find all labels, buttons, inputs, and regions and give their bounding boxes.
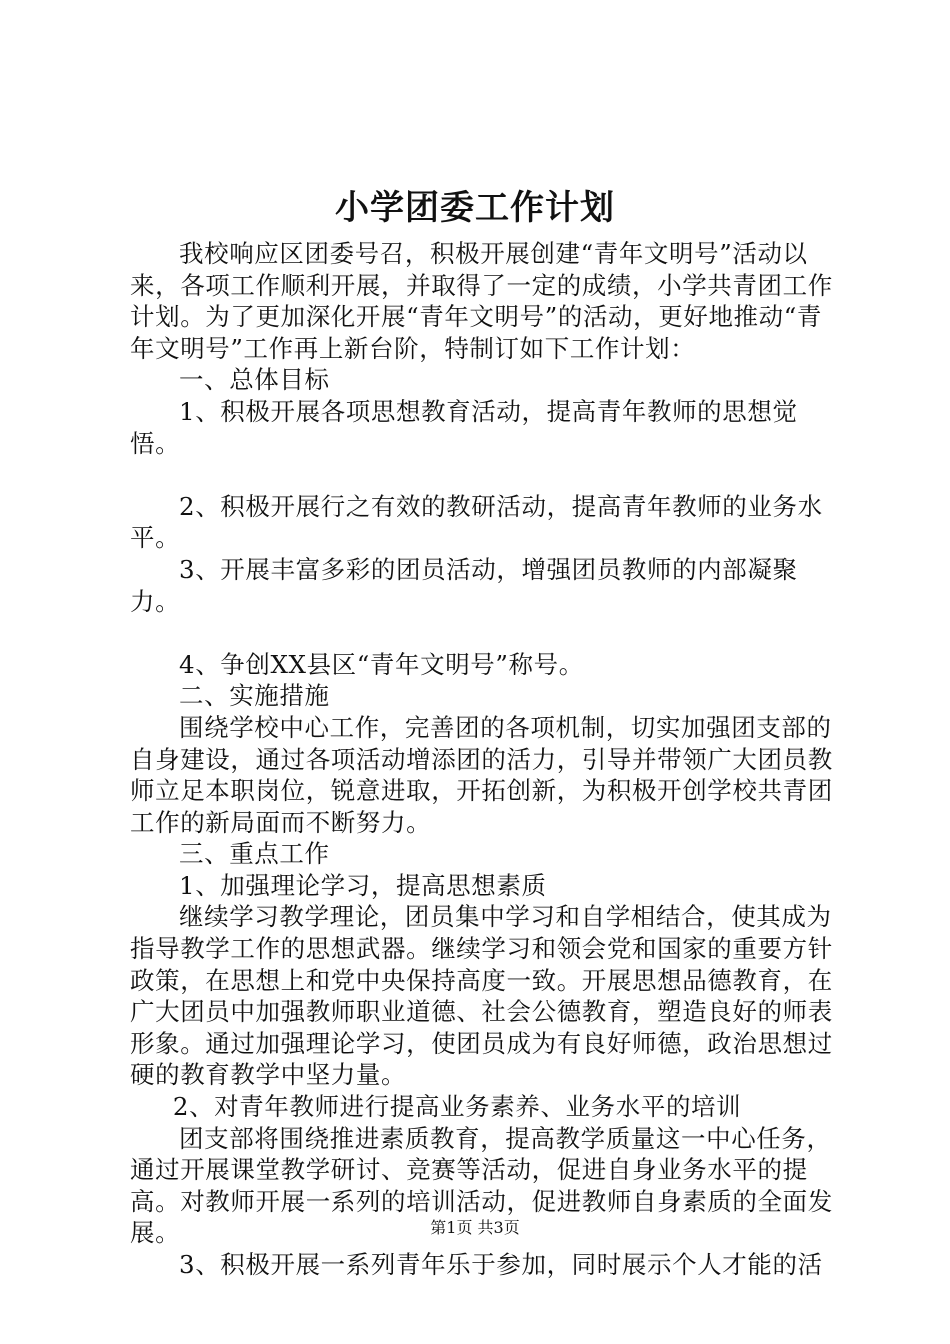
page-number: 第1页 共3页 (430, 1218, 520, 1237)
blank-line (130, 617, 842, 649)
goal-item-1: 1、积极开展各项思想教育活动，提高青年教师的思想觉悟。 (130, 396, 798, 458)
section-heading-key-work: 三、重点工作 (179, 839, 330, 869)
key-work-item-2-heading: 2、对青年教师进行提高业务素养、业务水平的培训 (172, 1092, 742, 1122)
section-heading-measures: 二、实施措施 (179, 681, 330, 711)
intro-paragraph: 我校响应区团委号召，积极开展创建“青年文明号”活动以来，各项工作顺利开展，并取得了一定的成绩，小学共青团工作计划。为了更加深化开展“青年文明号”的活动，更好地推动“青年文明号”工作再上新台阶，特制订如下工作计划： (130, 239, 833, 363)
blank-line (130, 459, 842, 491)
goal-item-3: 3、开展丰富多彩的团员活动，增强团员教师的内部凝聚力。 (130, 554, 798, 616)
key-work-item-1-heading: 1、加强理论学习，提高思想素质 (179, 870, 547, 900)
key-work-item-1-paragraph: 继续学习教学理论，团员集中学习和自学相结合，使其成为指导教学工作的思想武器。继续学习和领会党和国家的重要方针政策，在思想上和党中央保持高度一致。开展思想品德教育，在广大团员中加强教师职业道德、社会公德教育，塑造良好的师表形象。通过加强理论学习，使团员成为有良好师德，政治思想过硬的教育教学中坚力量。 (130, 902, 833, 1090)
measures-paragraph: 围绕学校中心工作，完善团的各项机制，切实加强团支部的自身建设，通过各项活动增添团的活力，引导并带领广大团员教师立足本职岗位，锐意进取，开拓创新，为积极开创学校共青团工作的新局面而不断努力。 (130, 712, 833, 837)
goal-item-4: 4、争创XX县区“青年文明号”称号。 (179, 649, 584, 679)
goal-item-2: 2、积极开展行之有效的教研活动，提高青年教师的业务水平。 (130, 491, 823, 553)
key-work-item-2-paragraph: 团支部将围绕推进素质教育，提高教学质量这一中心任务，通过开展课堂教学研讨、竞赛等活动，促进自身业务水平的提高。对教师开展一系列的培训活动，促进教师自身素质的全面发展。 (130, 1123, 833, 1248)
document-title: 小学团委工作计划 (335, 188, 615, 228)
document-body (130, 238, 842, 1281)
key-work-item-3-heading: 3、积极开展一系列青年乐于参加，同时展示个人才能的活 (179, 1250, 823, 1279)
section-heading-goals: 一、总体目标 (179, 365, 330, 395)
